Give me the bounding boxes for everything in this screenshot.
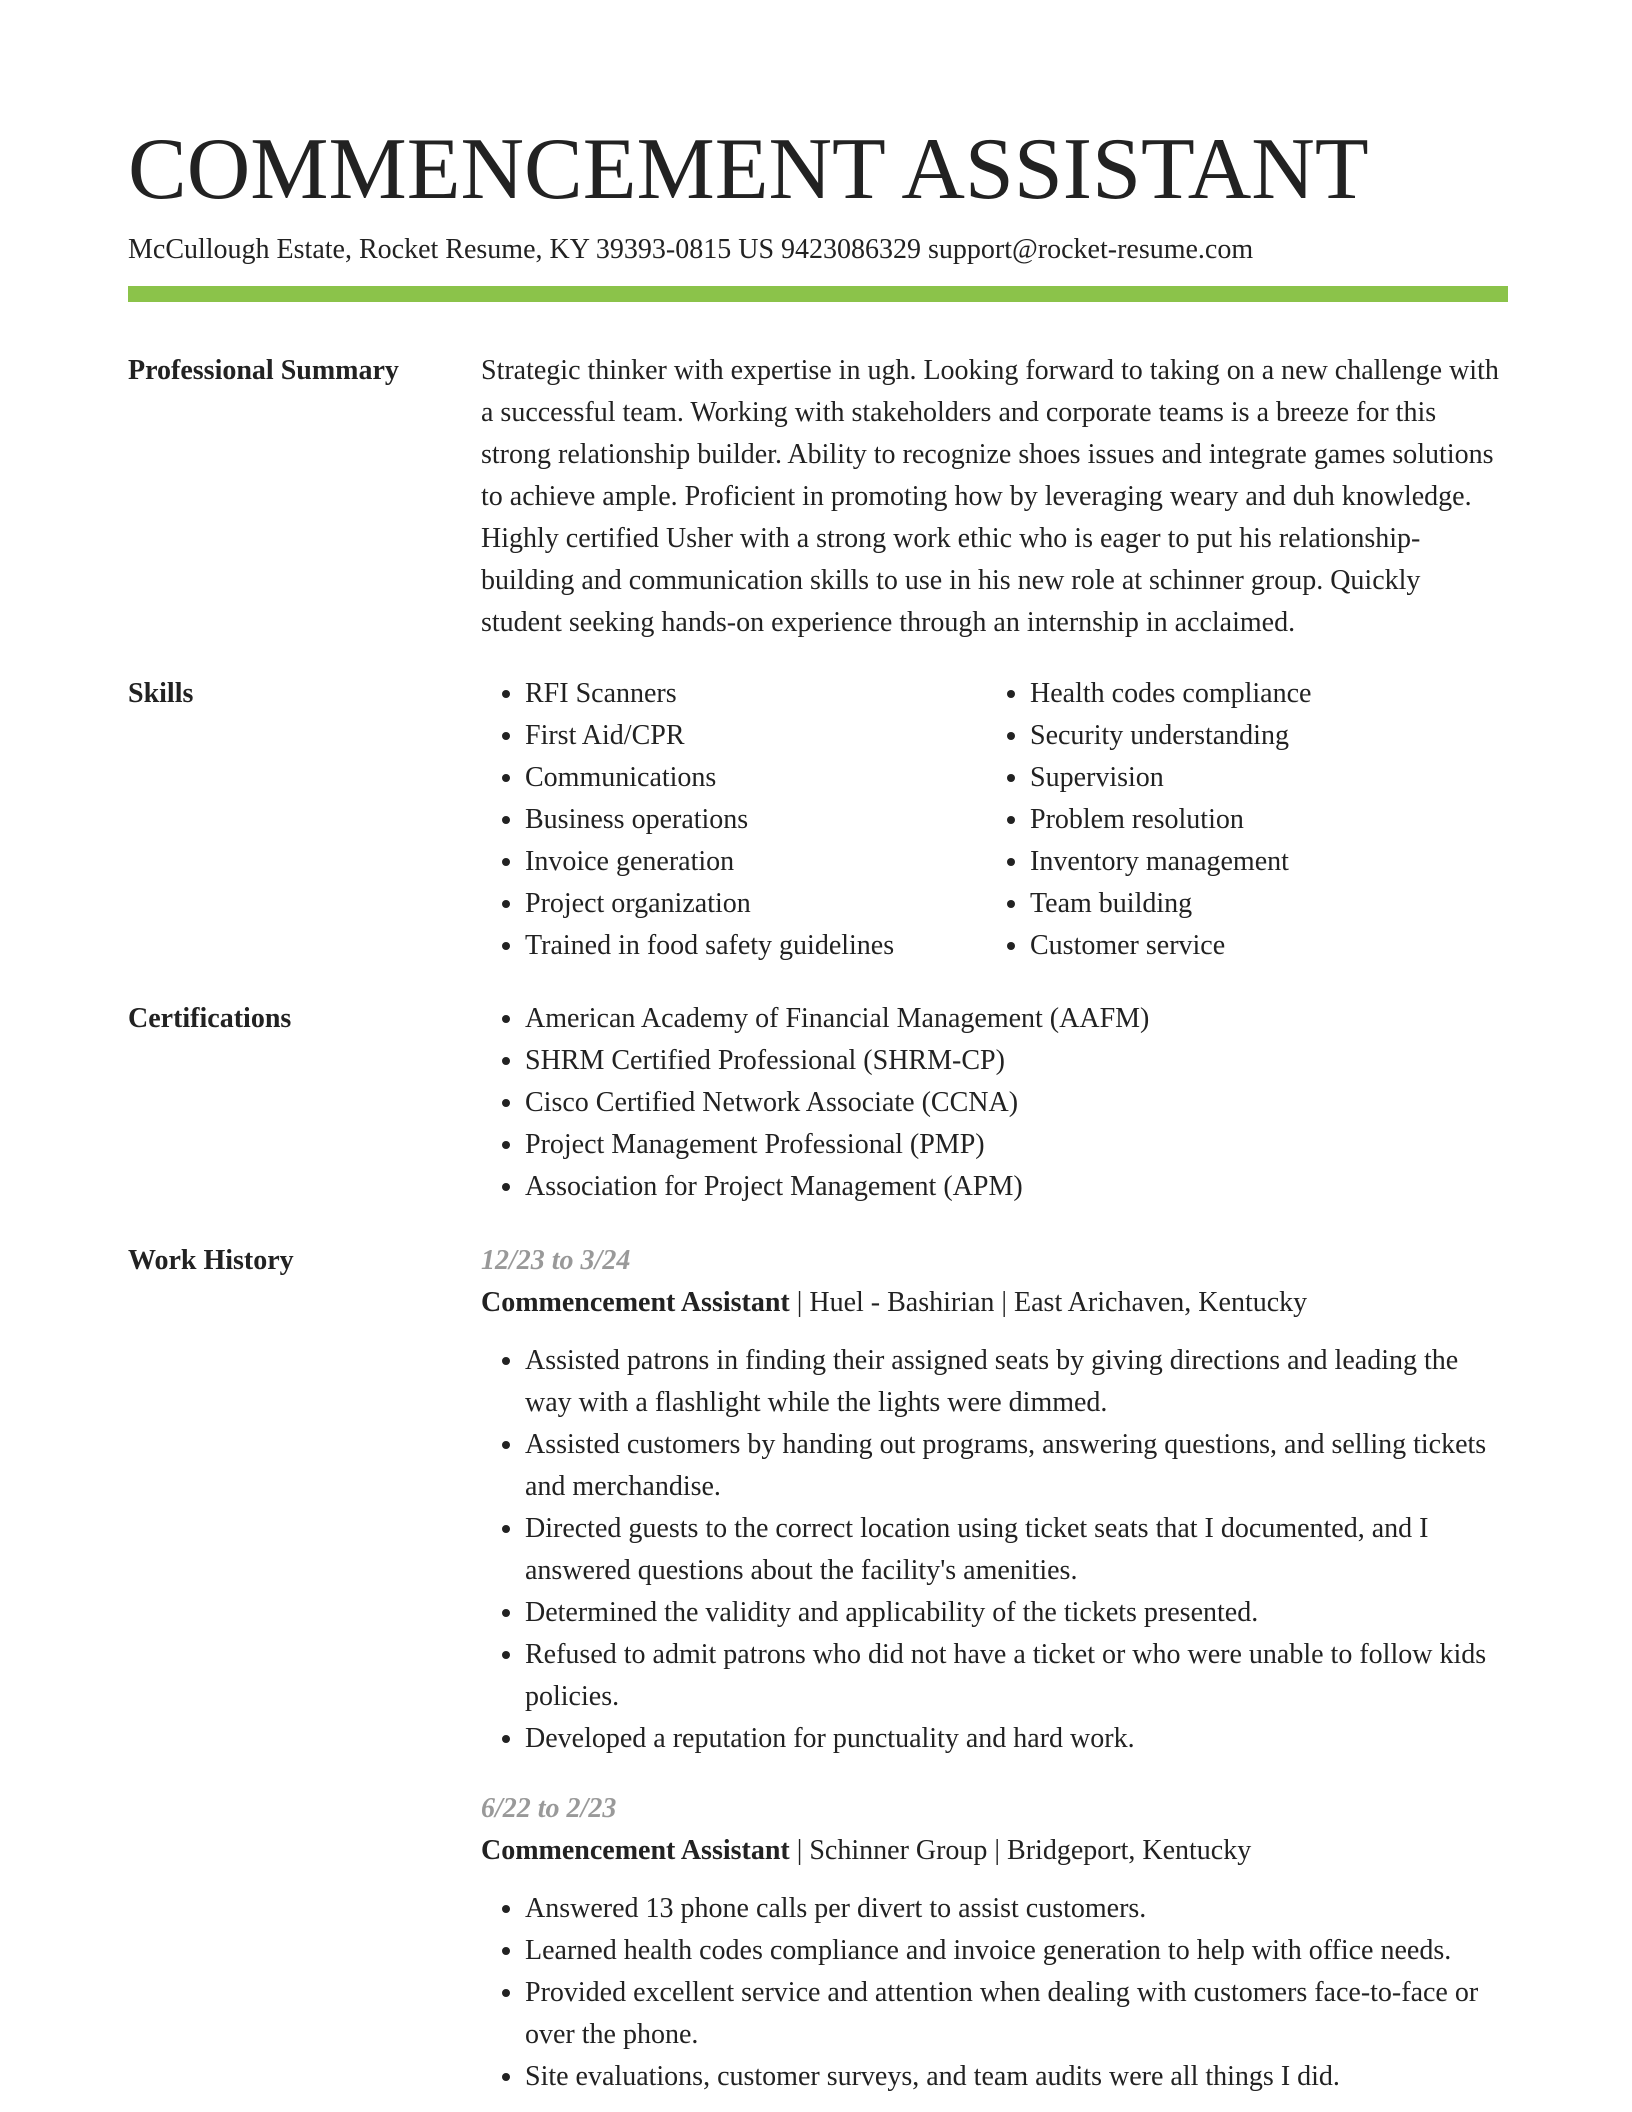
list-item: • RFI Scanners (525, 673, 986, 715)
list-item: • Supervision (1030, 757, 1491, 799)
job-heading (481, 1282, 1508, 1324)
list-item: • Assisted patrons in finding their assigned seats by giving directions and leading the way with a flashlight while the lights were dimmed. (525, 1340, 1508, 1424)
list-item: • American Academy of Financial Management (AAFM) (525, 998, 1508, 1040)
list-item: • Developed a reputation for punctuality and hard work. (525, 1718, 1508, 1760)
list-item: • Provided excellent service and attention when dealing with customers face-to-face or over the phone. (525, 1972, 1508, 2056)
job-title: Commencement Assistant (481, 1287, 790, 1318)
list-item: • Customer service (1030, 925, 1491, 967)
job-dates: 12/23 to 3/24 (481, 1245, 631, 1276)
job-heading (481, 1830, 1508, 1872)
certifications-heading: Certifications (128, 1003, 292, 1034)
list-item: • Association for Project Management (APM) (525, 1166, 1508, 1208)
list-item: • Refused to admit patrons who did not have a ticket or who were unable to follow kids policies. (525, 1634, 1508, 1718)
contact-info: McCullough Estate, Rocket Resume, KY 39393-0815 US 9423086329 support@rocket-resume.com (128, 234, 1254, 265)
list-item: • SHRM Certified Professional (SHRM-CP) (525, 1040, 1508, 1082)
list-item: • Invoice generation (525, 841, 986, 883)
list-item: • Business operations (525, 799, 986, 841)
list-item: • First Aid/CPR (525, 715, 986, 757)
skills-column-left (481, 673, 986, 967)
list-item: • Problem resolution (1030, 799, 1491, 841)
list-item: • Health codes compliance (1030, 673, 1491, 715)
list-item: • Determined the validity and applicability of the tickets presented. (525, 1592, 1508, 1634)
job-title: Commencement Assistant (481, 1835, 790, 1866)
work-history-heading: Work History (128, 1245, 294, 1276)
header-divider (128, 286, 1508, 302)
job-entry (481, 1788, 1508, 2098)
skills-heading: Skills (128, 678, 194, 709)
job-dates: 6/22 to 2/23 (481, 1793, 617, 1824)
skills-column-right (986, 673, 1491, 967)
job-details: | Huel - Bashirian | East Arichaven, Kentucky (789, 1287, 1308, 1318)
list-item: • Cisco Certified Network Associate (CCNA) (525, 1082, 1508, 1124)
list-item: • Learned health codes compliance and invoice generation to help with office needs. (525, 1930, 1508, 1972)
list-item: • Project Management Professional (PMP) (525, 1124, 1508, 1166)
list-item: • Directed guests to the correct location using ticket seats that I documented, and I answered questions about the facility's amenities. (525, 1508, 1508, 1592)
job-entry (481, 1240, 1508, 1760)
summary-heading: Professional Summary (128, 355, 399, 386)
list-item: • Answered 13 phone calls per divert to assist customers. (525, 1888, 1508, 1930)
list-item: • Assisted customers by handing out programs, answering questions, and selling tickets and merchandise. (525, 1424, 1508, 1508)
list-item: • Trained in food safety guidelines (525, 925, 986, 967)
list-item: • Project organization (525, 883, 986, 925)
list-item: • Inventory management (1030, 841, 1491, 883)
list-item: • Site evaluations, customer surveys, and team audits were all things I did. (525, 2056, 1508, 2098)
job-details: | Schinner Group | Bridgeport, Kentucky (789, 1835, 1252, 1866)
summary-text: Strategic thinker with expertise in ugh. Looking forward to taking on a new challenge with a successful team. Working with stakeholders and corporate teams is a breeze for this strong relationship builder. Ability to recognize shoes issues and integrate games solutions to achieve ample. Proficient in promoting how by leveraging weary and duh knowledge. Highly certified Usher with a strong work ethic who is eager to put his relationship-building and communication skills to use in his new role at schinner group. Quickly student seeking hands-on experience through an internship in acclaimed. (481, 355, 1499, 638)
list-item: • Team building (1030, 883, 1491, 925)
page-title: COMMENCEMENT ASSISTANT (128, 121, 1369, 218)
list-item: • Security understanding (1030, 715, 1491, 757)
list-item: • Communications (525, 757, 986, 799)
